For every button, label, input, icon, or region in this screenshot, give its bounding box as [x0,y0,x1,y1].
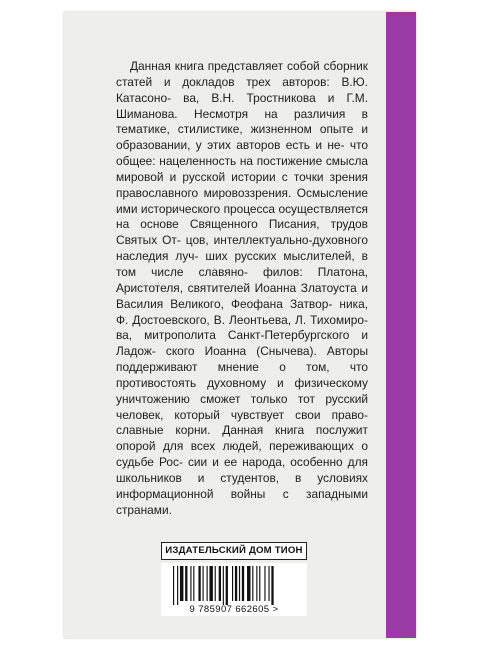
book-back-cover [64,12,416,638]
annotation-text [116,59,368,518]
blurb-line: ского Иоанна (Снычева). Авторы поддерживают [116,344,368,375]
blurb-line: цов, интеллектуально-духовного наследия луч- [116,233,368,264]
barcode-bars-icon [161,563,307,605]
blurb-line: что общее: нацеленность на постижение смысла [116,138,368,169]
blurb-line: Златоуста и Василия Великого, Феофана Затвор- [116,280,368,311]
blurb-line: статей и докладов трех авторов: В.Ю. Катасоно- [116,74,368,105]
blurb-line: Данная книга представляет собой сборник [130,59,368,73]
blurb-line: ими исторического процесса осуществляется на [116,201,368,232]
blurb-line: основе Священного Писания, трудов Святых От- [116,217,368,248]
publisher-label: ИЗДАТЕЛЬСКИЙ ДОМ ТИОН [161,542,307,560]
blurb-line: ва, митрополита Санкт-Петербургского и Ладож- [116,328,368,359]
blurb-line: студентов, в условиях информационной войны [116,470,369,501]
blurb-line: ника, Ф. Достоевского, В. Леонтьева, Л. Тихомиро- [116,296,369,327]
blurb-line: на различия в тематике, стилистике, жизненном [116,106,369,137]
blurb-line: славные корни. Данная книга послужит опорой [116,423,368,454]
blurb-line: физическому уничтожению сможет только тот [116,375,368,406]
blurb-line: мнение о том, что противостоять духовному и [116,360,368,390]
blurb-line: для всех людей, переживающих о судьбе Рос- [116,439,368,470]
cover-spine-stripe [386,12,416,638]
blurb-line: ва, В.Н. Тростникова и Г.М. Шиманова. Несмотря [116,90,368,121]
blurb-line: опыте и образовании, у этих авторов есть и не- [116,122,368,153]
blurb-line: мировой и русской истории с точки зрения [116,169,368,184]
blurb-line: сии и ее народа, особенно для школьников и [116,455,368,485]
barcode-digits: 9 785907 662605 > [189,604,279,615]
blurb-line: ших русских мыслителей, в том числе славяно- [116,249,368,279]
isbn-barcode [161,563,307,616]
blurb-line: русский человек, который чувствует свои право- [116,391,368,422]
blurb-line: православного мировоззрения. Осмысление [116,185,368,200]
blurb-line: филов: Платона, Аристотеля, святителей Иоанна [116,264,368,295]
blurb-line: с западными странами. [116,486,368,517]
